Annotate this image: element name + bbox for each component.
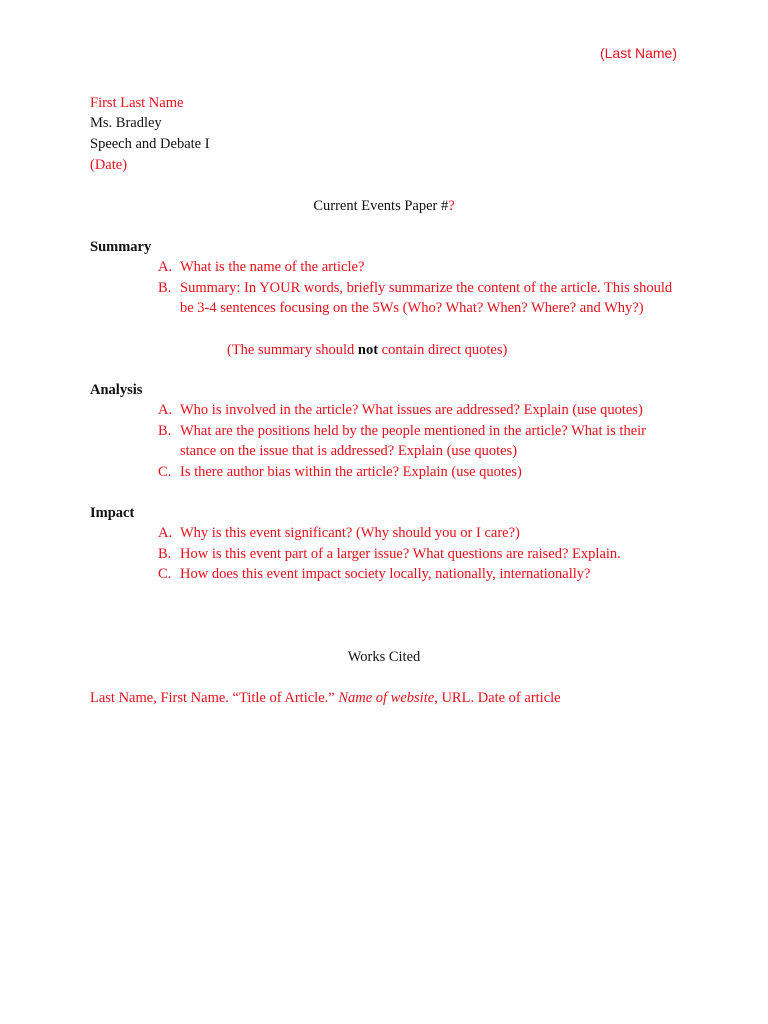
list-item-text: How does this event impact society locally, nationally, internationally? bbox=[180, 566, 591, 583]
list-item bbox=[155, 462, 675, 483]
list-item bbox=[155, 564, 675, 585]
list-marker: A. bbox=[158, 259, 173, 275]
teacher-name: Ms. Bradley bbox=[90, 115, 162, 131]
list-item-text: What are the positions held by the people mentioned in the article? What is their stance on the issue that is addressed? Explain (use quotes) bbox=[180, 422, 647, 460]
list-marker: A. bbox=[158, 402, 173, 418]
student-name: First Last Name bbox=[90, 95, 184, 111]
list-item-text: Why is this event significant? (Why should you or I care?) bbox=[180, 525, 520, 541]
paper-title bbox=[0, 196, 768, 216]
citation-after: , URL. Date of article bbox=[434, 690, 561, 706]
citation-before: Last Name, First Name. “Title of Article.” bbox=[90, 690, 339, 706]
list-marker: B. bbox=[158, 422, 172, 439]
summary-note bbox=[227, 340, 507, 360]
summary-note-bold: not bbox=[357, 342, 379, 358]
works-cited-heading: Works Cited bbox=[347, 649, 421, 665]
list-marker: A. bbox=[158, 525, 173, 541]
list-item-text: What is the name of the article? bbox=[180, 259, 365, 275]
list-item bbox=[155, 278, 675, 319]
paper-number: ? bbox=[448, 198, 455, 214]
summary-heading: Summary bbox=[90, 239, 152, 255]
analysis-list bbox=[155, 400, 675, 482]
course-name: Speech and Debate I bbox=[90, 136, 210, 152]
list-marker: B. bbox=[158, 545, 172, 562]
impact-list bbox=[155, 523, 675, 585]
citation-website: Name of website bbox=[338, 690, 435, 706]
list-item bbox=[155, 544, 675, 565]
summary-note-before: (The summary should bbox=[227, 342, 358, 358]
list-item bbox=[155, 421, 675, 462]
analysis-heading: Analysis bbox=[90, 382, 143, 398]
list-item bbox=[155, 523, 675, 544]
list-item-text: How is this event part of a larger issue? What questions are raised? Explain. bbox=[180, 545, 621, 562]
list-item-text: Who is involved in the article? What issues are addressed? Explain (use quotes) bbox=[180, 402, 643, 418]
impact-heading: Impact bbox=[90, 505, 135, 521]
running-header-last-name: (Last Name) bbox=[599, 45, 677, 61]
paper-title-text: Current Events Paper # bbox=[313, 198, 449, 214]
list-item bbox=[155, 257, 675, 278]
list-marker: B. bbox=[158, 279, 172, 296]
list-item bbox=[155, 400, 675, 421]
summary-list bbox=[155, 257, 675, 319]
summary-note-after: contain direct quotes) bbox=[378, 342, 508, 358]
works-cited-entry bbox=[90, 688, 561, 708]
paper-date: (Date) bbox=[90, 157, 128, 173]
list-item-text: Is there author bias within the article? Explain (use quotes) bbox=[180, 463, 522, 480]
list-item-text: Summary: In YOUR words, briefly summarize the content of the article. This should be 3-4 sentences focusing on the 5Ws (Who? What? When? Where? and Why?) bbox=[180, 279, 673, 317]
list-marker: C. bbox=[158, 463, 172, 480]
list-marker: C. bbox=[158, 566, 172, 583]
